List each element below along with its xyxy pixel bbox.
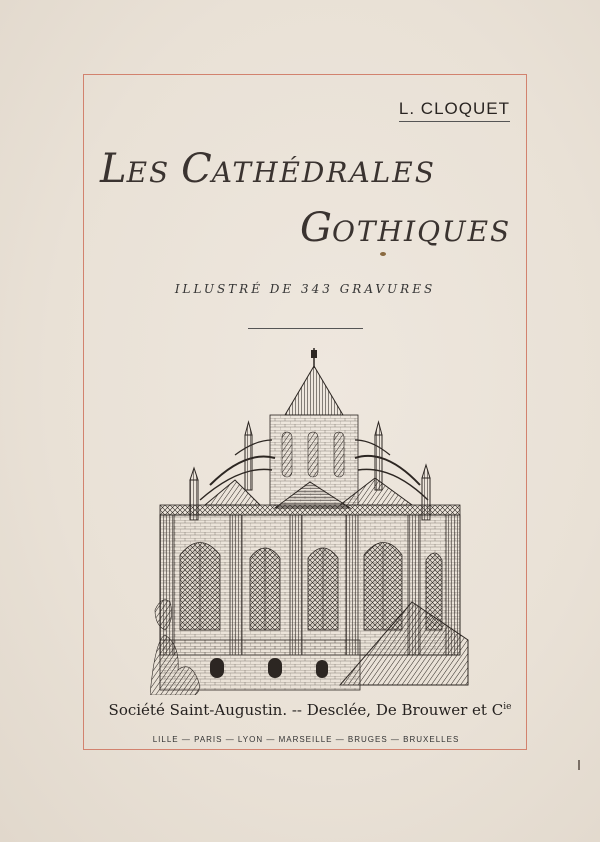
separator-rule bbox=[248, 328, 363, 329]
title-initial-c: C bbox=[181, 146, 212, 192]
paper-mark bbox=[578, 760, 580, 770]
title-word-cathedrales: ATHÉDRALES bbox=[211, 156, 436, 189]
publisher-name: Société Saint-Augustin. -- Desclée, De Brouwer et C bbox=[108, 701, 504, 719]
cathedral-engraving bbox=[150, 340, 470, 695]
subtitle: ILLUSTRÉ DE 343 GRAVURES bbox=[174, 282, 436, 296]
title-line-1 bbox=[100, 146, 436, 192]
title-initial-g: G bbox=[300, 205, 332, 251]
publisher-superscript: ie bbox=[503, 702, 512, 712]
publisher-cities: LILLE — PARIS — LYON — MARSEILLE — BRUGES — BRUXELLES bbox=[152, 735, 460, 744]
title-line-2 bbox=[300, 205, 511, 251]
title-initial-l: L bbox=[100, 146, 127, 192]
author-name: L. CLOQUET bbox=[399, 99, 510, 122]
publisher-line bbox=[0, 701, 600, 719]
paper-blemish bbox=[380, 252, 386, 256]
title-word-les: ES bbox=[126, 156, 182, 189]
title-word-gothiques: OTHIQUES bbox=[331, 215, 512, 248]
